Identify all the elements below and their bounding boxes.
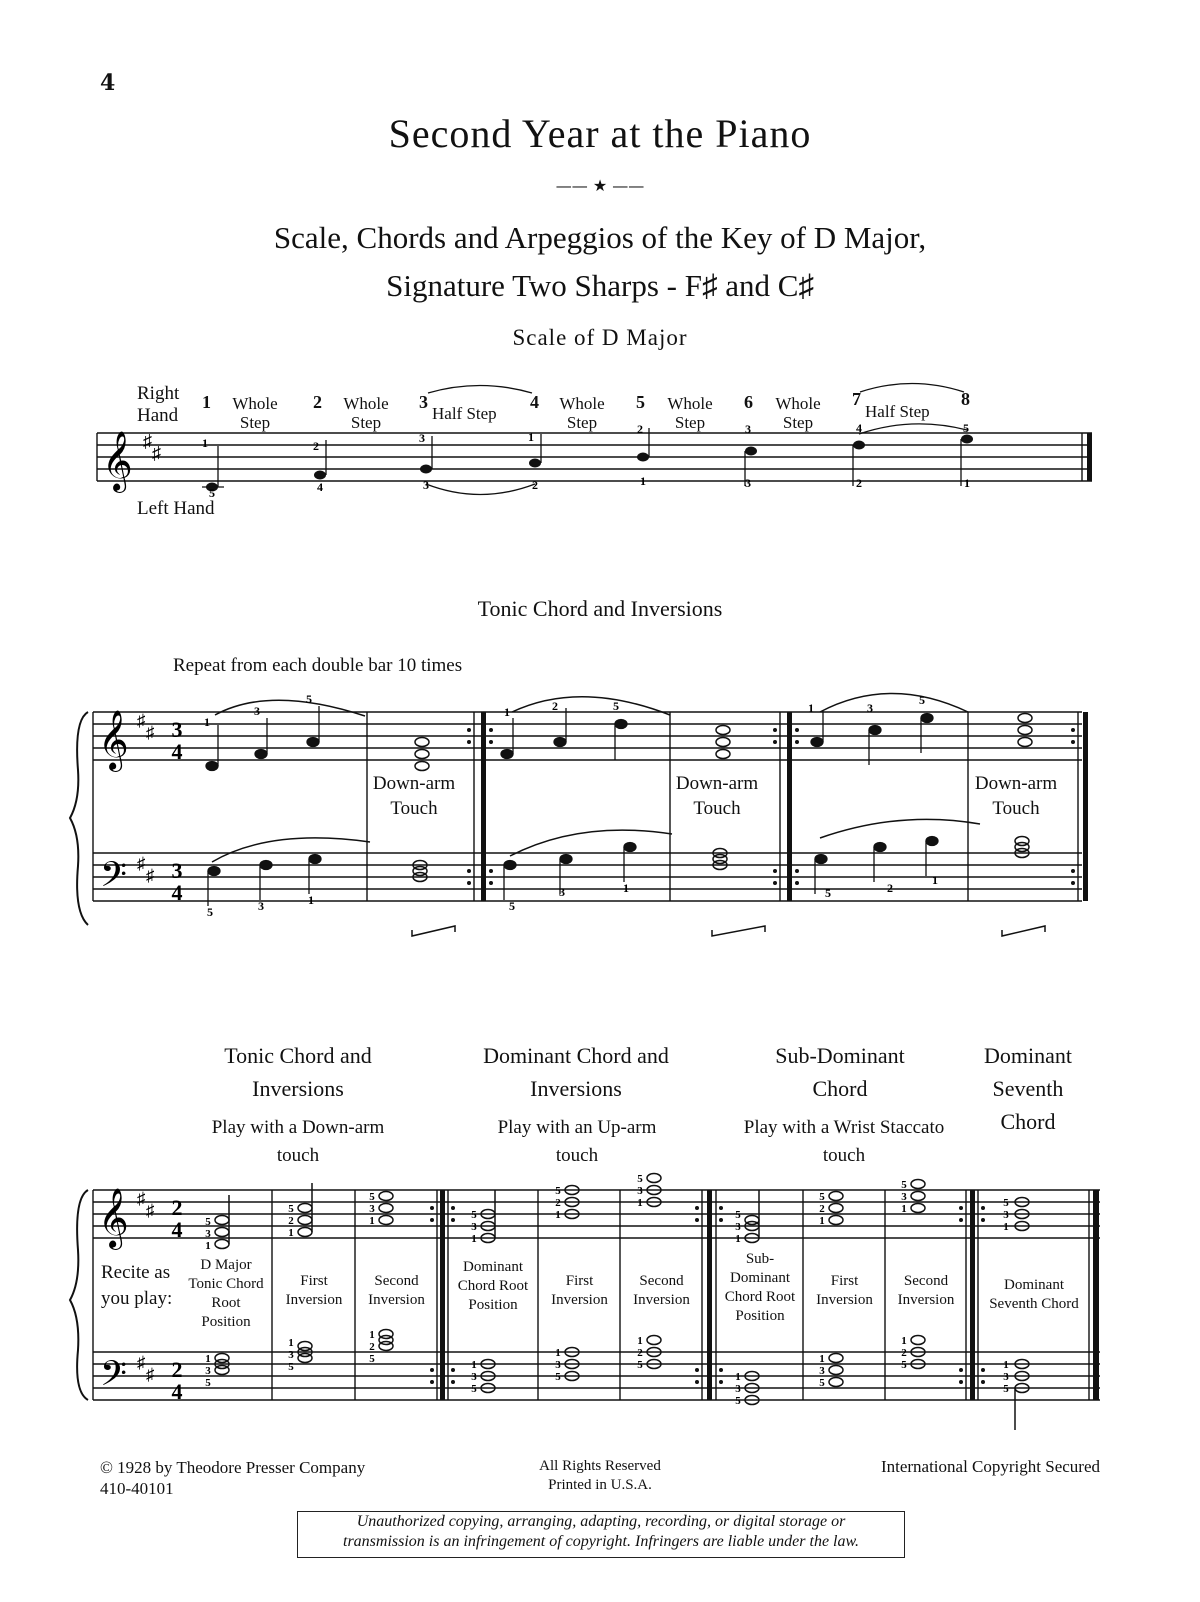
rights-text: All Rights Reserved [539,1458,661,1474]
svg-text:5: 5 [735,1395,741,1407]
svg-text:3: 3 [1003,1209,1009,1221]
finger: 1 [204,715,210,729]
svg-text:5: 5 [1003,1197,1009,1209]
warning-line-1: Unauthorized copying, arranging, adapting, recording, or digital storage or [356,1513,846,1530]
cell-dominant-root: Dominant Chord Root Position [457,1259,529,1313]
subtitle-line-2: Signature Two Sharps - F♯ and C♯ [386,268,814,303]
copyright-warning-box [297,1511,905,1558]
svg-text:5: 5 [471,1383,477,1395]
svg-text:1: 1 [528,430,534,444]
svg-text:3: 3 [745,422,751,436]
svg-text:3: 3 [471,1371,477,1383]
finger: 1 [932,873,938,887]
degree-6: 6 [744,392,753,412]
svg-text:1: 1 [205,1353,211,1365]
svg-text:2: 2 [819,1203,825,1215]
svg-text:3: 3 [423,478,429,492]
svg-text:1: 1 [555,1209,561,1221]
left-hand-label: Left Hand [137,498,215,519]
svg-text:4: 4 [856,421,862,435]
cell-tonic-root: D Major Tonic Chord Root Position [188,1257,264,1330]
finger: 3 [254,704,260,718]
time-sig-top: 2 [171,1195,183,1220]
svg-text:3: 3 [369,1203,375,1215]
col-title-tonic: Tonic Chord and Inversions [224,1043,372,1101]
treble-clef: 𝄞 [98,712,129,769]
cell-subdominant-second: Second Inversion [897,1273,955,1308]
tonic-heading: Tonic Chord and Inversions [477,596,723,621]
svg-text:♯: ♯ [146,866,155,885]
svg-text:3: 3 [819,1365,825,1377]
finger: 5 [919,693,925,707]
svg-text:5: 5 [819,1377,825,1389]
cell-dominant-first: First Inversion [551,1273,608,1308]
col-instr-tonic: Play with a Down-arm touch [211,1117,385,1166]
time-sig-bottom: 4 [171,739,183,764]
svg-text:2: 2 [901,1347,907,1359]
col-title-subdominant: Sub-Dominant Chord [775,1043,905,1101]
right-hand-label: Right Hand [137,383,180,426]
degree-2: 2 [313,392,322,412]
svg-text:2: 2 [369,1341,375,1353]
scale-heading: Scale of D Major [512,325,688,350]
svg-text:1: 1 [1003,1221,1009,1233]
svg-text:1: 1 [640,474,646,488]
page-title: Second Year at the Piano [388,111,812,156]
touch-label-1: Down-arm Touch [372,773,456,819]
degree-1: 1 [202,392,211,412]
svg-text:♯: ♯ [137,1189,146,1208]
finger: 5 [509,899,515,913]
finger: 3 [258,899,264,913]
svg-text:5: 5 [735,1209,741,1221]
step-7: Half Step [865,402,930,421]
svg-text:2: 2 [637,1347,643,1359]
svg-text:5: 5 [637,1359,643,1371]
svg-text:5: 5 [471,1209,477,1221]
svg-text:1: 1 [735,1233,741,1245]
svg-text:1: 1 [964,476,970,490]
touch-label-3: Down-arm Touch [974,773,1058,819]
svg-text:1: 1 [471,1233,477,1245]
bass-clef: 𝄢 [100,857,128,903]
svg-text:3: 3 [735,1221,741,1233]
footer-mid [480,1457,720,1495]
finger: 3 [867,701,873,715]
time-sig-top: 3 [171,717,183,742]
col-instr-dominant: Play with an Up-arm touch [497,1117,657,1166]
finger: 5 [613,699,619,713]
svg-text:5: 5 [901,1359,907,1371]
svg-text:5: 5 [819,1191,825,1203]
svg-text:1: 1 [202,436,208,450]
key-sharp-c: ♯ [152,443,161,463]
svg-text:1: 1 [819,1353,825,1365]
svg-text:5: 5 [555,1371,561,1383]
time-sig-bottom: 4 [171,1217,183,1242]
svg-text:3: 3 [288,1349,294,1361]
svg-text:5: 5 [205,1377,211,1389]
cell-tonic-first: First Inversion [285,1273,343,1308]
svg-text:2: 2 [637,422,643,436]
degree-3: 3 [419,392,428,412]
svg-text:3: 3 [419,431,425,445]
catalog-number: 410-40101 [100,1479,174,1498]
svg-text:♯: ♯ [146,1201,155,1220]
svg-text:1: 1 [471,1359,477,1371]
svg-text:5: 5 [637,1173,643,1185]
svg-text:5: 5 [205,1216,211,1228]
svg-text:1: 1 [637,1335,643,1347]
svg-text:3: 3 [745,476,751,490]
recite-label: Recite as you play: [101,1262,173,1309]
degree-8: 8 [961,389,970,409]
finger: 2 [887,881,893,895]
svg-text:5: 5 [288,1203,294,1215]
svg-text:1: 1 [1003,1359,1009,1371]
svg-text:2: 2 [532,478,538,492]
svg-text:3: 3 [471,1221,477,1233]
svg-text:5: 5 [288,1361,294,1373]
col-title-dominant: Dominant Chord and Inversions [483,1043,669,1101]
cell-subdominant-first: First Inversion [816,1273,873,1308]
finger: 5 [306,692,312,706]
touch-label-2: Down-arm Touch [675,773,759,819]
repeat-note: Repeat from each double bar 10 times [173,655,463,676]
svg-text:1: 1 [901,1203,907,1215]
svg-text:2: 2 [313,439,319,453]
svg-text:3: 3 [637,1185,643,1197]
step-6: Whole Step [775,394,821,432]
svg-text:1: 1 [205,1240,211,1252]
svg-text:♯: ♯ [137,711,146,730]
cell-subdominant-root: Sub-Dominant Chord Root Position [724,1251,796,1324]
warning-line-2: transmission is an infringement of copyright. Infringers are liable under the law. [343,1533,859,1550]
svg-text:2: 2 [856,476,862,490]
footer-left [100,1457,365,1499]
svg-text:2: 2 [288,1215,294,1227]
col-title-dominant-seventh: Dominant Seventh Chord [984,1043,1072,1134]
svg-text:2: 2 [555,1197,561,1209]
finger: 2 [552,699,558,713]
finger: 1 [808,701,814,715]
svg-text:1: 1 [637,1197,643,1209]
degree-7: 7 [852,389,861,409]
step-5: Whole Step [667,394,713,432]
svg-text:5: 5 [1003,1383,1009,1395]
bass-clef: 𝄢 [100,1356,128,1402]
svg-text:♯: ♯ [137,1353,146,1372]
copyright-text: © 1928 by Theodore Presser Company [100,1458,366,1477]
svg-text:5: 5 [209,486,215,500]
svg-text:3: 3 [555,1359,561,1371]
svg-text:♯: ♯ [146,1365,155,1384]
time-sig-bottom-bass: 4 [171,1379,183,1404]
step-3: Half Step [432,404,497,423]
step-2: Whole Step [343,394,389,432]
svg-text:5: 5 [555,1185,561,1197]
finger: 1 [308,893,314,907]
intl-copyright: International Copyright Secured [880,1457,1100,1476]
finger: 5 [825,886,831,900]
svg-text:1: 1 [819,1215,825,1227]
cell-tonic-second: Second Inversion [368,1273,425,1308]
svg-text:3: 3 [735,1383,741,1395]
svg-text:5: 5 [901,1179,907,1191]
treble-clef: 𝄞 [102,433,133,490]
svg-text:♯: ♯ [137,854,146,873]
svg-text:5: 5 [963,421,969,435]
printed-text: Printed in U.S.A. [548,1477,652,1493]
finger: 3 [559,885,565,899]
svg-text:3: 3 [205,1365,211,1377]
step-4: Whole Step [559,394,605,432]
finger: 5 [207,905,213,919]
svg-text:1: 1 [369,1329,375,1341]
time-sig-top-bass: 2 [171,1357,183,1382]
degree-4: 4 [530,392,539,412]
finger: 1 [623,881,629,895]
subtitle-line-1: Scale, Chords and Arpeggios of the Key of D Major, [273,220,927,255]
time-sig-top-bass: 3 [171,858,183,883]
time-sig-bottom-bass: 4 [171,880,183,905]
col-instr-subdominant: Play with a Wrist Staccato touch [743,1117,945,1166]
key-sharp-f: ♯ [143,431,152,451]
svg-text:3: 3 [901,1191,907,1203]
svg-text:5: 5 [369,1353,375,1365]
cell-dominant-seventh: Dominant Seventh Chord [989,1277,1079,1312]
svg-text:1: 1 [555,1347,561,1359]
treble-clef: 𝄞 [98,1190,129,1247]
title-divider: —— ★ —— [555,176,645,195]
page-number: 4 [100,70,116,96]
svg-text:3: 3 [1003,1371,1009,1383]
svg-text:1: 1 [735,1371,741,1383]
svg-text:1: 1 [901,1335,907,1347]
svg-text:3: 3 [205,1228,211,1240]
svg-text:4: 4 [317,480,323,494]
step-1: Whole Step [232,394,278,432]
cell-dominant-second: Second Inversion [633,1273,690,1308]
svg-text:♯: ♯ [146,723,155,742]
svg-text:1: 1 [288,1227,294,1239]
svg-text:1: 1 [369,1215,375,1227]
degree-5: 5 [636,392,645,412]
finger: 1 [504,705,510,719]
svg-text:5: 5 [369,1191,375,1203]
svg-text:1: 1 [288,1337,294,1349]
